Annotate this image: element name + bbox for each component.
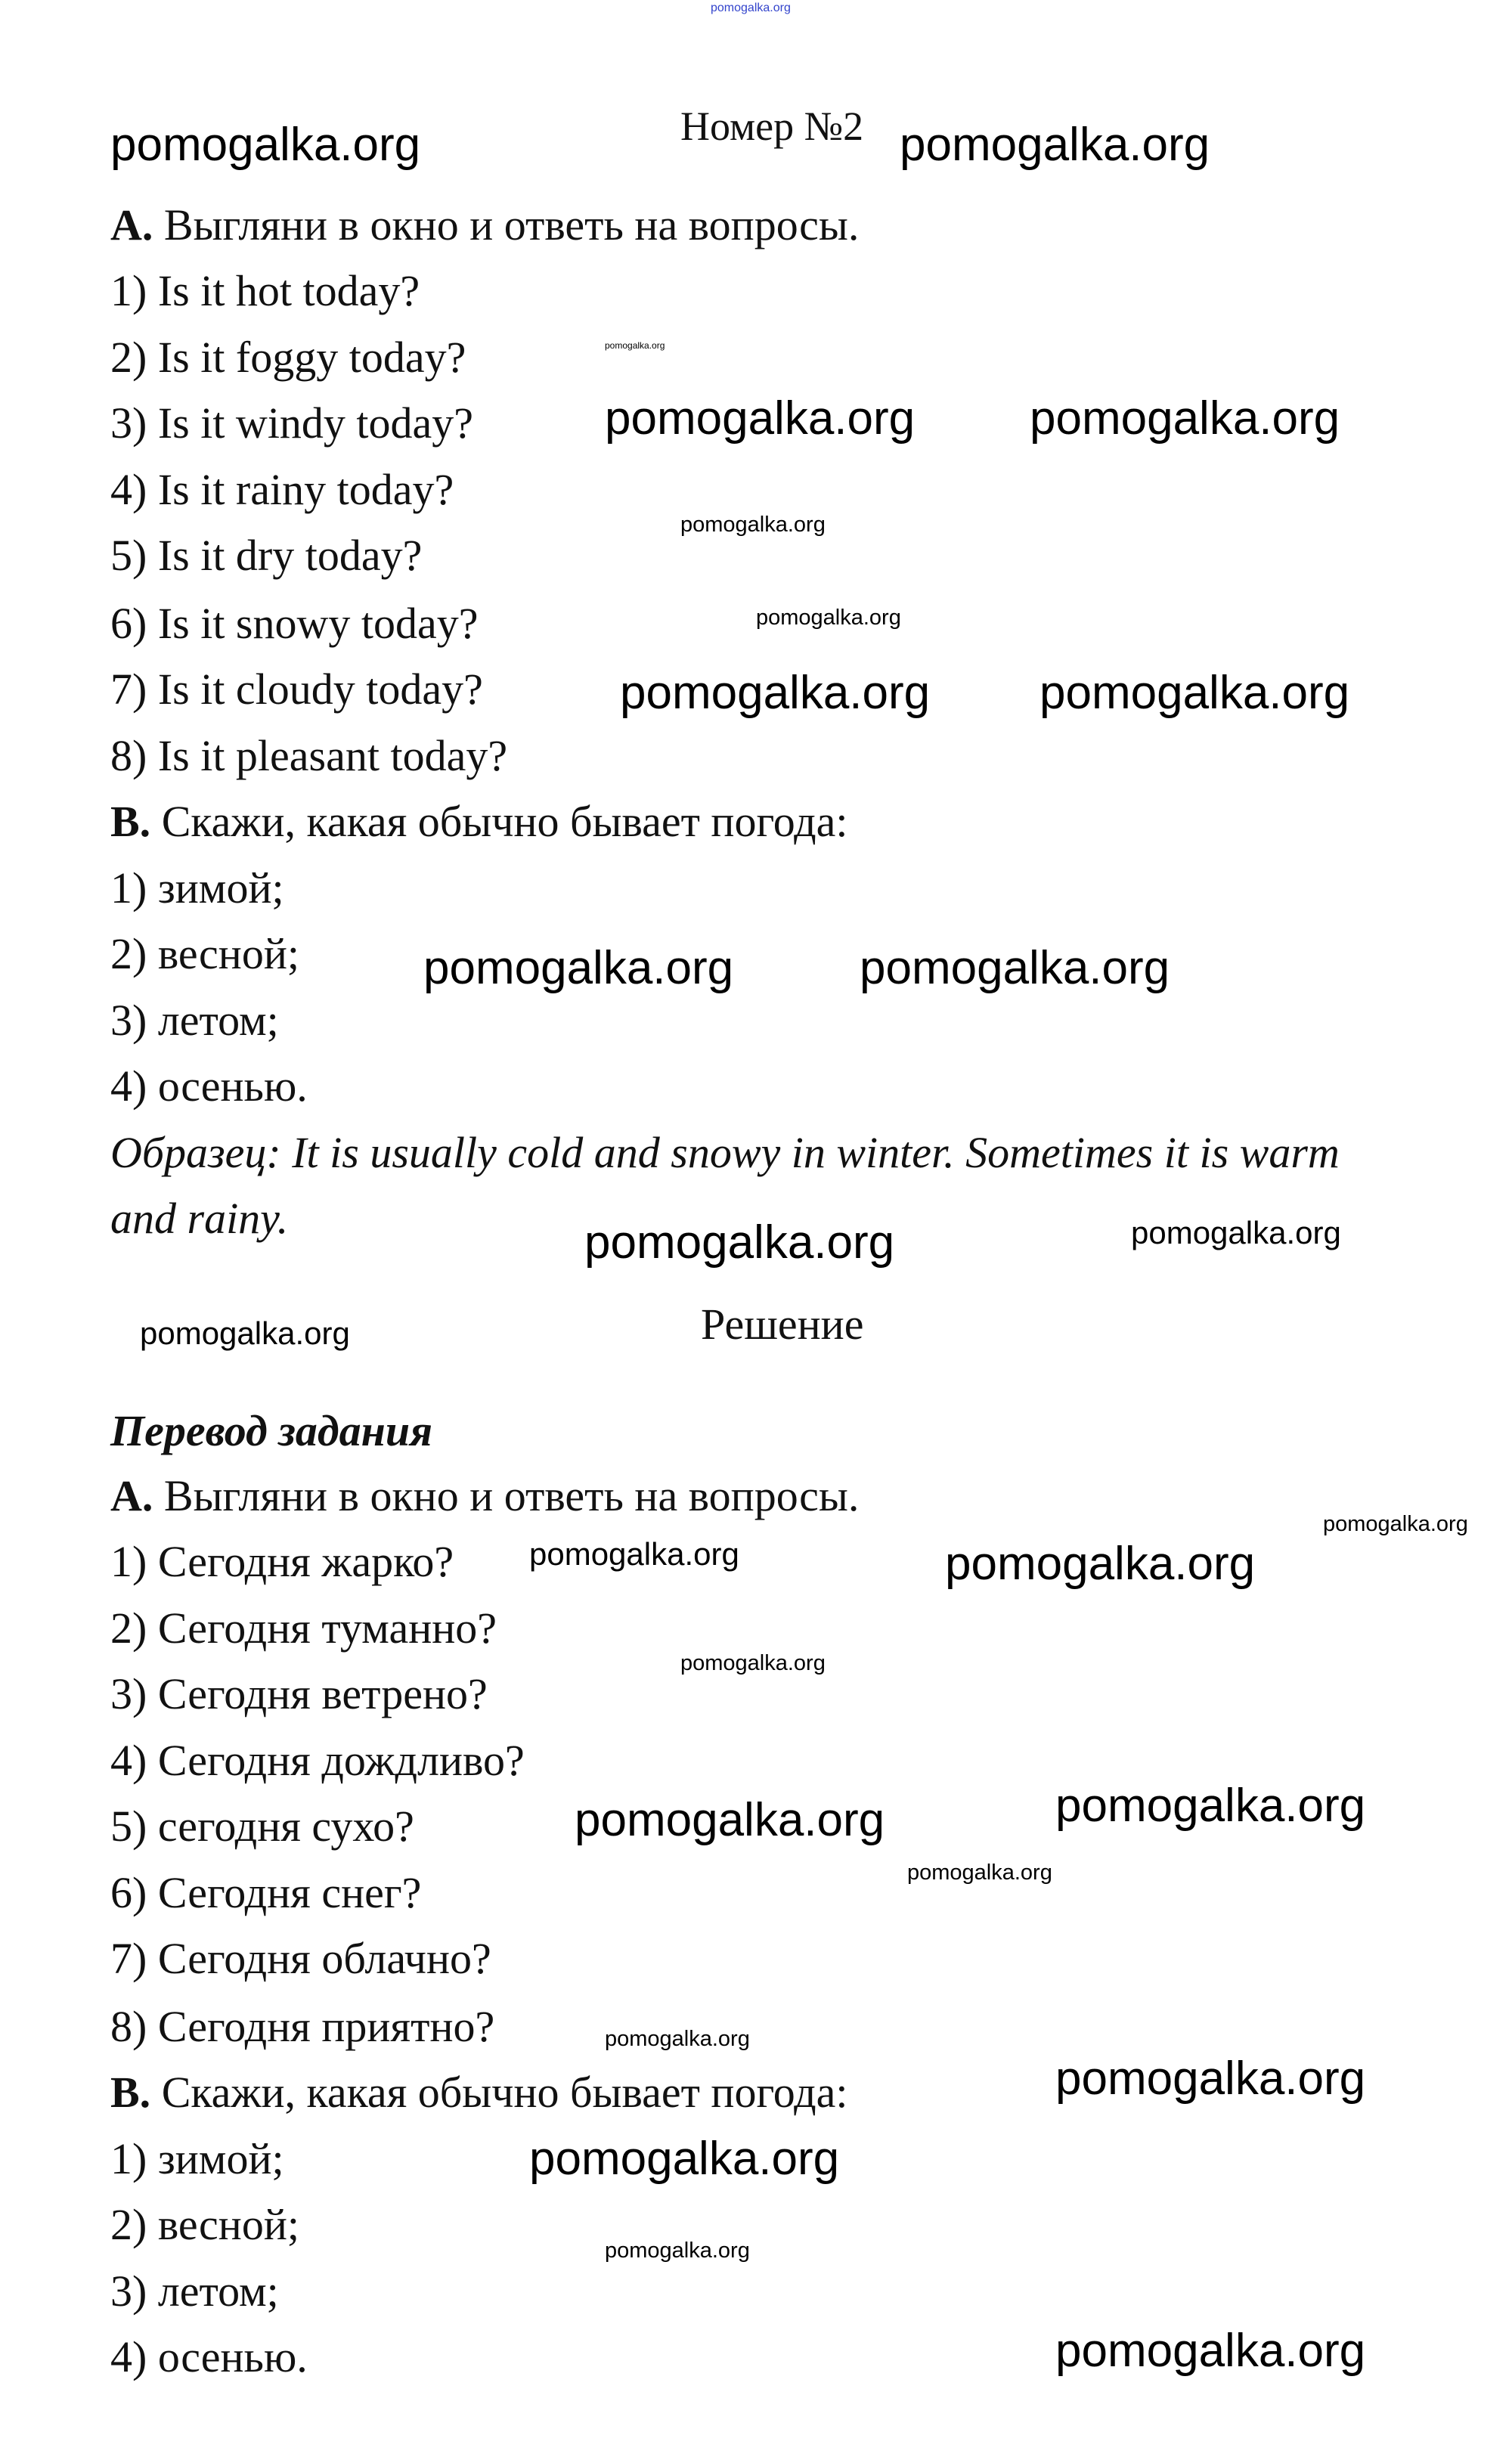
watermark: pomogalka.org — [1055, 1780, 1366, 1832]
watermark: pomogalka.org — [1055, 2325, 1366, 2377]
translation-task-a — [110, 1470, 859, 1523]
watermark: pomogalka.org — [620, 667, 931, 719]
watermark: pomogalka.org — [529, 2133, 840, 2185]
watermark: pomogalka.org — [907, 1861, 1052, 1885]
question: 8) Is it pleasant today? — [110, 731, 508, 780]
translated-question: 6) Сегодня снег? — [110, 1868, 422, 1917]
watermark: pomogalka.org — [1040, 667, 1350, 719]
translation-task-b-text: Скажи, какая обычно бывает погода: — [161, 2068, 848, 2117]
translated-season: 2) весной; — [110, 2200, 299, 2249]
task-a-text: Выгляни в окно и ответь на вопросы. — [163, 200, 860, 249]
solution-label: Решение — [701, 1300, 864, 1349]
question: 1) Is it hot today? — [110, 266, 420, 315]
season: 3) летом; — [110, 996, 279, 1045]
watermark: pomogalka.org — [605, 2027, 750, 2051]
translated-question: 1) Сегодня жарко? — [110, 1537, 454, 1586]
watermark: pomogalka.org — [110, 119, 421, 171]
task-a-label: A. — [110, 200, 153, 249]
season: 4) осенью. — [110, 1061, 308, 1111]
translation-task-b — [110, 2066, 848, 2119]
question: 4) Is it rainy today? — [110, 465, 454, 514]
watermark: pomogalka.org — [680, 513, 826, 537]
watermark: pomogalka.org — [680, 1651, 826, 1675]
watermark: pomogalka.org — [1323, 1512, 1468, 1536]
translated-question: 4) Сегодня дождливо? — [110, 1736, 525, 1785]
translation-heading: Перевод задания — [110, 1406, 432, 1455]
translated-season: 4) осенью. — [110, 2332, 308, 2381]
task-b-label: B. — [110, 797, 151, 846]
watermark: pomogalka.org — [605, 392, 916, 445]
watermark: pomogalka.org — [900, 119, 1210, 171]
task-a-heading — [110, 199, 859, 252]
example-line: Образец: It is usually cold and snowy in winter. Sometimes it is warm — [110, 1128, 1340, 1177]
question: 3) Is it windy today? — [110, 398, 474, 448]
watermark: pomogalka.org — [860, 942, 1170, 994]
season: 1) зимой; — [110, 863, 284, 912]
watermark: pomogalka.org — [575, 1794, 885, 1846]
watermark: pomogalka.org — [1030, 392, 1340, 445]
watermark: pomogalka.org — [945, 1538, 1256, 1590]
page-title: Номер №2 — [680, 104, 864, 149]
season: 2) весной; — [110, 929, 299, 978]
question: 2) Is it foggy today? — [110, 333, 466, 382]
translated-question: 3) Сегодня ветрено? — [110, 1669, 488, 1718]
translated-question: 7) Сегодня облачно? — [110, 1934, 491, 1983]
watermark: pomogalka.org — [140, 1315, 350, 1351]
translated-question: 5) сегодня сухо? — [110, 1802, 414, 1851]
translation-task-a-label: A. — [110, 1471, 153, 1520]
watermark: pomogalka.org — [584, 1216, 895, 1269]
question: 7) Is it cloudy today? — [110, 665, 483, 714]
watermark: pomogalka.org — [605, 2239, 750, 2263]
watermark: pomogalka.org — [605, 340, 665, 351]
watermark: pomogalka.org — [529, 1536, 739, 1572]
watermark: pomogalka.org — [711, 2, 791, 14]
translated-question: 8) Сегодня приятно? — [110, 2002, 495, 2051]
translated-season: 1) зимой; — [110, 2134, 284, 2183]
question: 5) Is it dry today? — [110, 531, 423, 580]
translation-task-a-text: Выгляни в окно и ответь на вопросы. — [163, 1471, 860, 1520]
watermark: pomogalka.org — [756, 606, 901, 630]
translated-question: 2) Сегодня туманно? — [110, 1603, 497, 1653]
watermark: pomogalka.org — [423, 942, 734, 994]
task-b-heading — [110, 795, 848, 848]
translation-task-b-label: B. — [110, 2068, 151, 2117]
example-line: and rainy. — [110, 1194, 289, 1243]
task-b-text: Скажи, какая обычно бывает погода: — [161, 797, 848, 846]
watermark: pomogalka.org — [1055, 2053, 1366, 2105]
question: 6) Is it snowy today? — [110, 599, 479, 648]
watermark: pomogalka.org — [1131, 1215, 1341, 1250]
translated-season: 3) летом; — [110, 2266, 279, 2316]
